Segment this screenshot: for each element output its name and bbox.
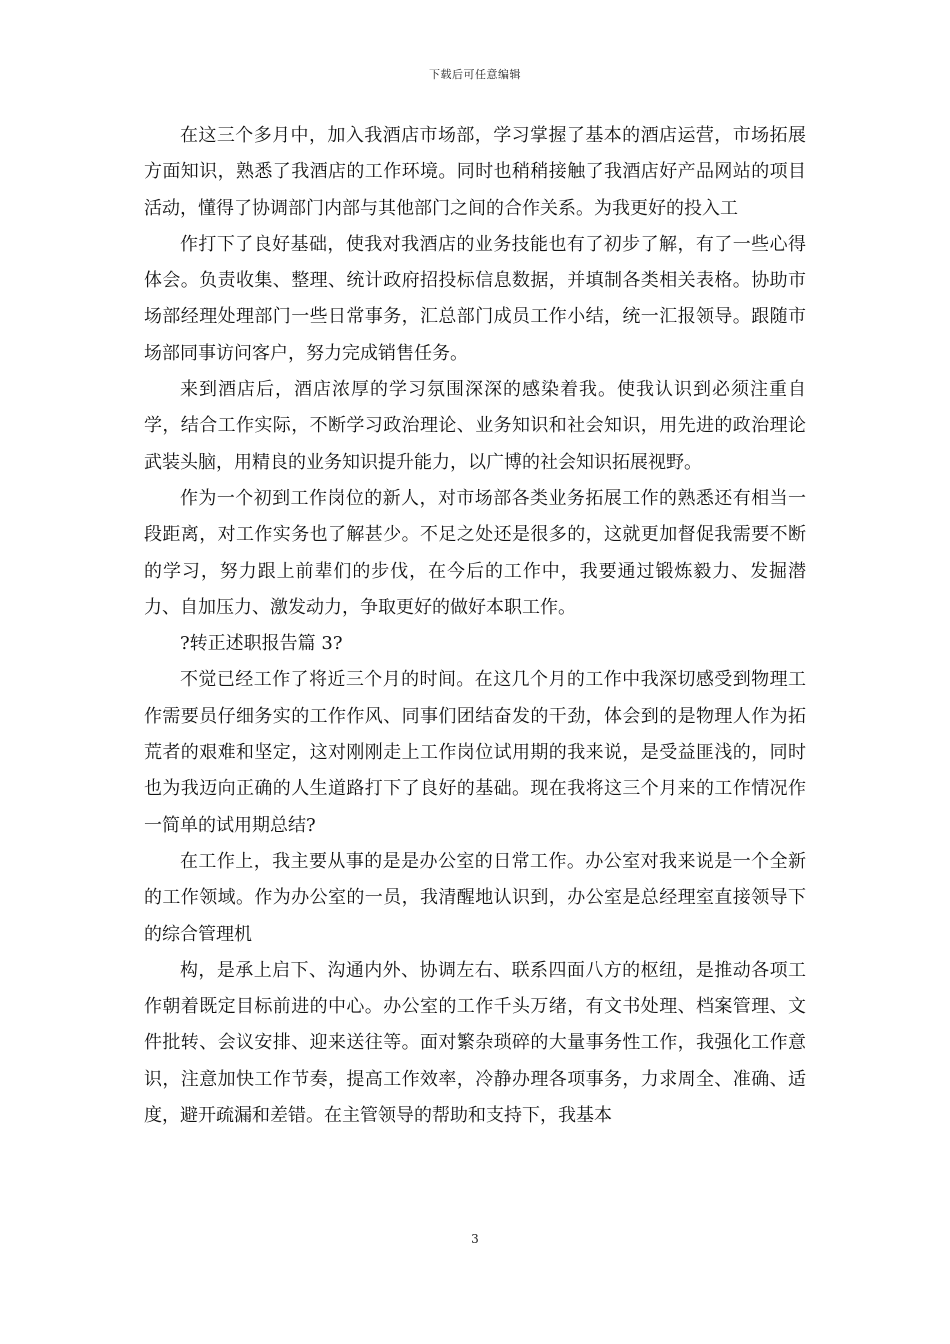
paragraph: 作打下了良好基础，使我对我酒店的业务技能也有了初步了解，有了一些心得体会。负责收集、整理、统计政府招投标信息数据，并填制各类相关表格。协助市场部经理处理部门一些日常事务，汇总部门成员工作小结，统一汇报领导。跟随市场部同事访问客户，努力完成销售任务。: [144, 233, 806, 364]
paragraph: 不觉已经工作了将近三个月的时间。在这几个月的工作中我深切感受到物理工作需要员仔细务实的工作作风、同事们团结奋发的干劲，体会到的是物理人作为拓荒者的艰难和坚定，这对刚刚走上工作岗位试用期的我来说，是受益匪浅的，同时也为我迈向正确的人生道路打下了良好的基础。现在我将这三个月来的工作情况作一简单的试用期总结?: [144, 669, 806, 836]
paragraph: 来到酒店后，酒店浓厚的学习氛围深深的感染着我。使我认识到必须注重自学，结合工作实际，不断学习政治理论、业务知识和社会知识，用先进的政治理论武装头脑，用精良的业务知识提升能力，以广博的社会知识拓展视野。: [144, 379, 806, 473]
paragraph: 在工作上，我主要从事的是是办公室的日常工作。办公室对我来说是一个全新的工作领域。作为办公室的一员，我清醒地认识到，办公室是总经理室直接领导下的综合管理机: [144, 850, 806, 945]
document-body: [144, 118, 806, 1134]
paragraph: 构，是承上启下、沟通内外、协调左右、联系四面八方的枢纽，是推动各项工作朝着既定目标前进的中心。办公室的工作千头万绪，有文书处理、档案管理、文件批转、会议安排、迎来送往等。面对繁杂琐碎的大量事务性工作，我强化工作意识，注意加快工作节奏，提高工作效率，冷静办理各项事务，力求周全、准确、适度，避开疏漏和差错。在主管领导的帮助和支持下，我基本: [144, 959, 806, 1127]
page-number: 3: [471, 1232, 479, 1246]
section-heading: ?转正述职报告篇 3?: [180, 633, 343, 655]
paragraph: 在这三个多月中，加入我酒店市场部，学习掌握了基本的酒店运营，市场拓展方面知识，熟悉了我酒店的工作环境。同时也稍稍接触了我酒店好产品网站的项目活动，懂得了协调部门内部与其他部门之间的合作关系。为我更好的投入工: [144, 125, 806, 219]
page-header: 下载后可任意编辑: [429, 68, 521, 81]
paragraph: 作为一个初到工作岗位的新人，对市场部各类业务拓展工作的熟悉还有相当一段距离，对工作实务也了解甚少。不足之处还是很多的，这就更加督促我需要不断的学习，努力跟上前辈们的步伐，在今后的工作中，我要通过锻炼毅力、发掘潜力、自加压力、激发动力，争取更好的做好本职工作。: [144, 487, 806, 618]
